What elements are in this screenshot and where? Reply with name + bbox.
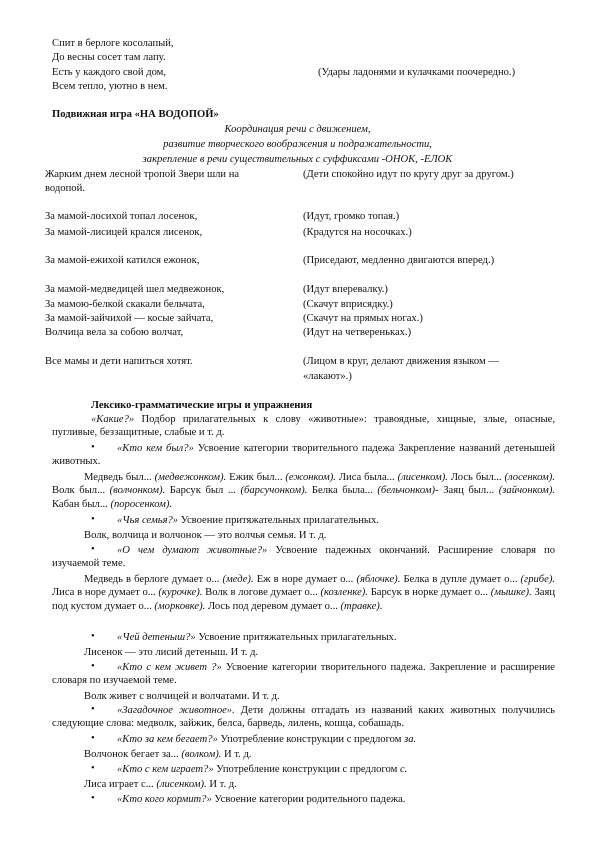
example-text: Барсук в норке думает о... [367, 587, 491, 599]
example-kto-s-kem-zhivet: Волк живет с волчицей и волчатами. И т. д. [84, 691, 280, 702]
example-text: Волчонок бегает за... [84, 749, 182, 760]
exercise-preposition: с. [399, 764, 408, 775]
poem-line: До весны сосет там лапу. [52, 52, 166, 63]
example-answer: (зайчонком). [498, 485, 555, 497]
lex-title: Лексико-грамматические игры и упражнения [91, 400, 313, 411]
bullet: • [91, 442, 95, 453]
example-text: Барсук был ... [165, 485, 241, 497]
example-answer: (ежонком). [285, 472, 336, 483]
exercise-chey-detenysh [52, 631, 555, 644]
game-action: (Скачут вприсядку.) [303, 299, 393, 310]
exercise-name: «Какие?» [91, 414, 135, 425]
exercise-name: «О чем думают животные?» [117, 545, 268, 556]
example-text: Медведь был... [84, 472, 155, 483]
poem-line: Всем тепло, уютно в нем. [52, 81, 168, 92]
bullet: • [91, 631, 95, 642]
bullet: • [91, 544, 95, 555]
exercise-name: «Кто за кем бегает?» [117, 734, 218, 745]
example-text: И т. д. [206, 779, 237, 790]
exercise-desc: Усвоение категории творительного падежа Закрепление названий детенышей животных. [52, 443, 555, 468]
example-chya-semya: Волк, волчица и волчонок — это волчья семья. И т. д. [84, 530, 327, 541]
exercise-name: «Кто с кем играет?» [117, 764, 214, 775]
example-text: Белка была... [307, 485, 378, 497]
example-kto-s-kem-igraet [52, 778, 555, 791]
example-answer: (бельчонком) [377, 485, 436, 497]
exercise-desc: Дети должны отгадать из названий каких животных получились следующие слова: медволк, зайжик, белса, барведь, лилень, кошца, собашадь. [52, 705, 555, 730]
game-action: (Дети спокойно идут по кругу друг за другом.) [303, 169, 514, 180]
bullet: • [91, 514, 95, 525]
game-action: «лакают».) [303, 371, 352, 382]
game-action: (Крадутся на носочках.) [303, 227, 412, 238]
example-text: Лось под деревом думает о... [205, 600, 341, 612]
exercise-desc: Усвоение падежных окончаний. Расширение словаря по изучаемой теме. [52, 545, 555, 570]
bullet: • [91, 704, 95, 715]
exercise-kto-kogo-kormit [52, 793, 555, 806]
example-text: Волк был... [52, 485, 110, 497]
game-goal: развитие творческого воображения и подражательности, [163, 139, 432, 150]
example-answer: (волчонком). [109, 485, 166, 497]
example-text: Лиса в норе думает о... [52, 587, 159, 599]
example-answer: (мышке). [490, 587, 532, 599]
exercise-name: «Загадочное животное». [117, 705, 235, 716]
example-answer: (лисенком). [397, 472, 448, 483]
exercise-desc: Употребление конструкции с предлогом [213, 764, 400, 775]
exercise-desc: Употребление конструкции с предлогом [217, 734, 405, 745]
example-text: Заяц под кустом думает о... [52, 587, 555, 612]
exercise-preposition: за. [404, 734, 417, 745]
exercise-zagadochnoe [52, 704, 555, 731]
game-action: (Скачут на прямых ногах.) [303, 313, 423, 324]
game-verse-line: Все мамы и дети напиться хотят. [45, 356, 193, 367]
example-answer: (барсучонком). [240, 485, 308, 497]
exercise-chya-semya [52, 514, 555, 527]
example-answer: (медвежонком). [154, 472, 227, 483]
exercise-o-chem-dumayut [52, 544, 555, 571]
poem-line: Спит в берлоге косолапый, [52, 38, 174, 49]
example-answer: (яблочке). [356, 574, 401, 585]
example-text: Еж в норе думает о... [253, 574, 357, 585]
exercise-desc: Усвоение категории родительного падежа. [211, 794, 406, 805]
exercise-name: «Кто с кем живет ?» [117, 662, 222, 673]
exercise-desc: Подбор прилагательных к слову «животные»: травоядные, хищные, злые, опасные, пугливые, беззащитные, слабые и т. д. [52, 414, 555, 439]
example-text: Ежик был... [226, 472, 286, 483]
game-goal: Координация речи с движением, [224, 124, 371, 135]
example-text: Кабан был... [52, 498, 111, 510]
example-answer: (лисенком). [156, 779, 207, 790]
example-text: Белка в дупле думает о... [400, 574, 521, 585]
example-answer: (козленке). [320, 587, 368, 599]
exercise-desc: Усвоение притяжательных прилагательных. [178, 515, 379, 526]
game-goal: закрепление в речи существительных с суффиксами -ОНОК, -ЕЛОК [142, 154, 453, 165]
example-answer: (поросенком). [110, 498, 173, 510]
exercise-kakie [52, 413, 555, 440]
bullet: • [91, 661, 95, 672]
game-verse-line: За мамой-ежихой катился ежонок, [45, 255, 200, 266]
poem-line: Есть у каждого свой дом, [52, 67, 167, 78]
poem-note: (Удары ладонями и кулачками поочередно.) [318, 67, 516, 78]
example-answer: (меде). [222, 574, 254, 585]
game-action: (Идут, громко топая.) [303, 211, 400, 222]
bullet: • [91, 733, 95, 744]
game-action: (Идут на четвереньках.) [303, 327, 412, 338]
exercise-kto-za-kem [52, 733, 555, 746]
example-answer: (курочке). [158, 587, 203, 599]
game-verse-line: За мамой-лисицей крался лисенок, [45, 227, 203, 238]
game-action: (Лицом в круг, делают движения языком — [303, 356, 499, 367]
example-chey-detenysh: Лисенок — это лисий детеныш. И т. д. [84, 647, 259, 658]
example-text: Лиса играет с... [84, 779, 157, 790]
example-text: Лиса была... [335, 472, 398, 483]
exercise-name: «Чья семья?» [117, 515, 179, 526]
game-action: (Приседают, медленно двигаются вперед.) [303, 255, 495, 266]
example-kto-kem-byl [52, 471, 555, 511]
example-text: И т. д. [221, 749, 252, 760]
bullet: • [91, 763, 95, 774]
game-title: Подвижная игра «НА ВОДОПОЙ» [52, 109, 219, 120]
bullet: • [91, 793, 95, 804]
game-verse-line: За мамой-лосихой топал лосенок, [45, 211, 198, 222]
example-text: Медведь в берлоге думает о... [84, 574, 223, 585]
example-kto-za-kem [52, 748, 555, 761]
exercise-kto-kem-byl [52, 442, 555, 469]
example-answer: (травке). [340, 600, 383, 612]
game-verse-line: За мамой-зайчихой — косые зайчата, [45, 313, 214, 324]
exercise-desc: Усвоение притяжательных прилагательных. [195, 632, 397, 643]
exercise-name: «Кто кем был?» [117, 443, 194, 454]
game-verse-line: За мамой-медведицей шел медвежонок, [45, 284, 225, 295]
exercise-name: «Кто кого кормит?» [117, 794, 212, 805]
exercise-kto-s-kem-zhivet [52, 661, 555, 688]
game-verse-line: Волчица вела за собою волчат, [45, 327, 184, 338]
example-answer: (волком). [181, 749, 222, 760]
exercise-desc: Усвоение категории творительного падежа. Закрепление и расширение словаря по изучаемой теме. [52, 662, 555, 687]
game-verse-line: За мамою-белкой скакали бельчата, [45, 299, 205, 310]
exercise-kto-s-kem-igraet [52, 763, 555, 776]
example-answer: (лосенком). [504, 472, 555, 483]
example-o-chem-dumayut [52, 573, 555, 613]
game-verse-line: Жарким днем лесной тропой Звери шли на [45, 169, 240, 180]
example-answer: (морковке). [154, 600, 206, 612]
example-text: - Заяц был... [435, 485, 499, 497]
game-verse-line: водопой. [45, 183, 85, 194]
example-text: Лось был... [447, 472, 505, 483]
example-text: Волк в логове думает о... [202, 587, 321, 599]
game-action: (Идут вперевалку.) [303, 284, 388, 295]
exercise-name: «Чей детеныш?» [117, 632, 196, 643]
example-answer: (грибе). [520, 574, 555, 585]
